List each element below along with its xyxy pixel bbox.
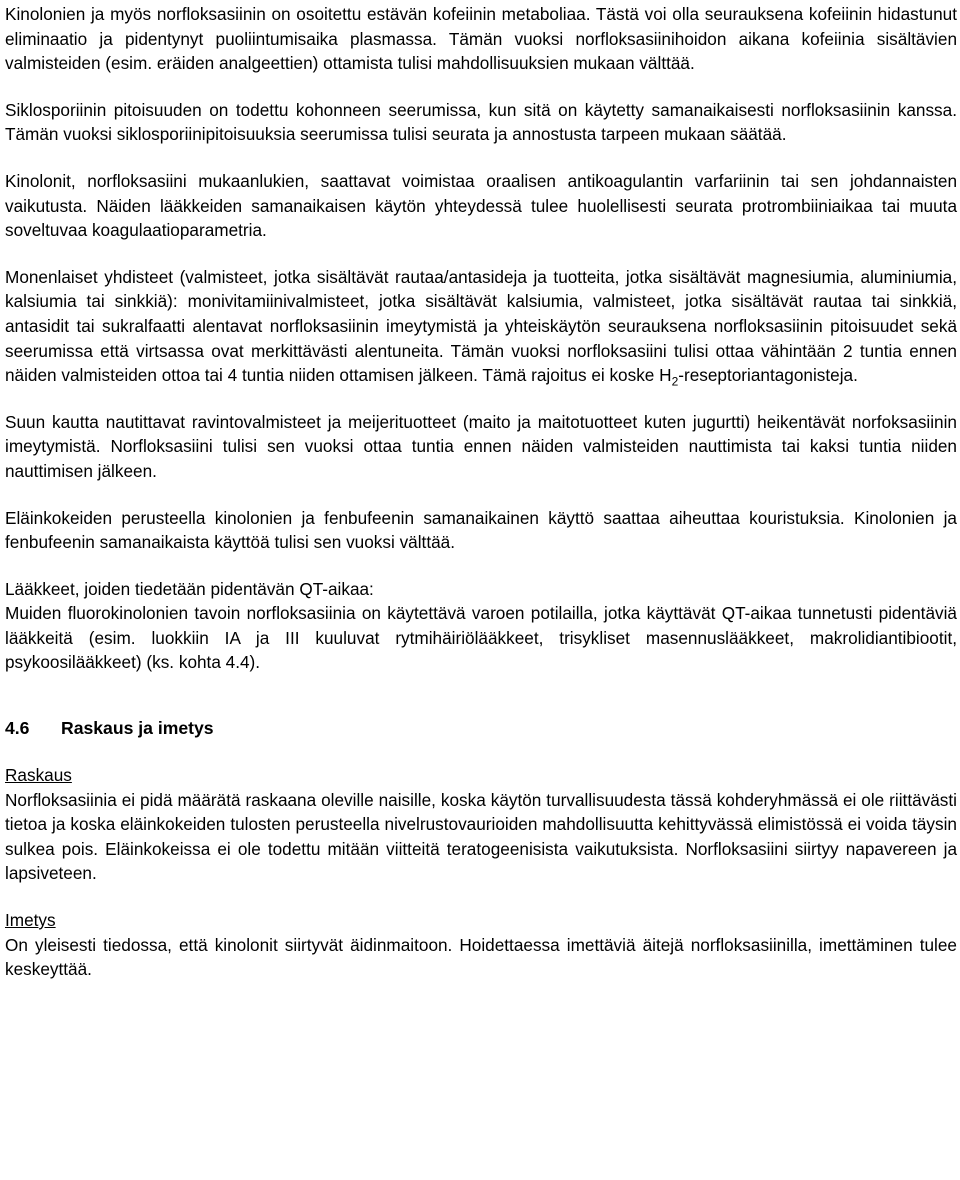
section-number: 4.6: [5, 718, 30, 739]
paragraph-qt-label: Lääkkeet, joiden tiedetään pidentävän QT-aikaa:: [5, 578, 374, 599]
paragraph-cyclosporine: Siklosporiinin pitoisuuden on todettu kohonneen seerumissa, kun sitä on käytetty samanaikaisesti norfloksasiinin kanssa. Tämän vuoksi siklosporiinipitoisuuksia seerumissa tulisi seurata ja annostusta tarpeen mukaan säätää.: [5, 99, 957, 145]
pregnancy-text: Norfloksasiinia ei pidä määrätä raskaana oleville naisille, koska käytön turvallisuudesta tässä kohderyhmässä ei ole riittävästi tietoa ja koska eläinkokeiden tulosten perusteella nivelrustovaurioiden mahdollisuutta kehittyvässä elimistössä ei voida täysin sulkea pois. Eläinkokeissa ei ole todettu mitään viitteitä teratogeenisista vaikutuksista. Norfloksasiini siirtyy napavereen ja lapsiveteen.: [5, 789, 957, 884]
h2-subscript: 2: [671, 374, 679, 389]
pregnancy-subheading: Raskaus: [5, 765, 72, 786]
paragraph-dairy-products: Suun kautta nautittavat ravintovalmisteet ja meijerituotteet (maito ja maitotuotteet kuten jugurtti) heikentävät norfoksasiinin imeytymistä. Norfloksasiini tulisi sen vuoksi ottaa tuntia ennen näiden valmisteiden nauttimista tai kaksi tuntia niiden nauttimisen jälkeen.: [5, 411, 957, 481]
section-title: Raskaus ja imetys: [61, 718, 214, 739]
paragraph-fenbufen: Eläinkokeiden perusteella kinolonien ja fenbufeenin samanaikainen käyttö saattaa aiheuttaa kouristuksia. Kinolonien ja fenbufeenin samanaikaista käyttöä tulisi sen vuoksi välttää.: [5, 507, 957, 553]
section-heading: [5, 715, 957, 741]
document-page: [5, 2, 957, 1004]
paragraph-qt-prolongation: Muiden fluorokinolonien tavoin norfloksasiinia on käytettävä varoen potilailla, jotka käyttävät QT-aikaa tunnetusti pidentäviä lääkkeitä (esim. luokkiin IA ja III kuuluvat rytmihäiriölääkkeet, trisykliset masennuslääkkeet, makrolidiantibiootit, psykoosilääkkeet) (ks. kohta 4.4).: [5, 603, 957, 673]
lactation-text: On yleisesti tiedossa, että kinolonit siirtyvät äidinmaitoon. Hoidettaessa imettäviä äitejä norfloksasiinilla, imettäminen tulee keskeyttää.: [5, 934, 957, 980]
pregnancy-block: [5, 763, 957, 886]
lactation-subheading: Imetys: [5, 910, 56, 931]
paragraph-anticoagulants: Kinolonit, norfloksasiini mukaanlukien, saattavat voimistaa oraalisen antikoagulantin varfariinin tai sen johdannaisten vaikutusta. Näiden lääkkeiden samanaikaisen käytön yhteydessä tulee huolellisesti seurata protrombiiniaikaa tai muuta soveltuvaa koagulaatioparametria.: [5, 170, 957, 241]
paragraph-multivalent-cations: [5, 265, 957, 388]
cations-text: Monenlaiset yhdisteet (valmisteet, jotka sisältävät rautaa/antasideja ja tuotteita, jotka sisältävät magnesiumia, aluminiumia, kalsiumia tai sinkkiä): monivitamiinivalmisteet, jotka sisältävät kalsiumia, valmisteet, jotka sisältävät rautaa tai sinkkiä, antasidit tai sukralfaatti alentavat norfloksasiinin imeytymistä ja yhteiskäytön seurauksena norfloksasiinin pitoisuudet sekä seerumissa että virtsassa ovat merkittävästi alentuneita. Tämän vuoksi norfloksasiini tulisi ottaa vähintään 2 tuntia ennen näiden valmisteiden ottoa tai 4 tuntia niiden ottamisen jälkeen. Tämä rajoitus ei koske H: [5, 266, 957, 386]
cations-text-end: -reseptoriantagonisteja.: [678, 365, 858, 386]
paragraph-caffeine: Kinolonien ja myös norfloksasiinin on osoitettu estävän kofeiinin metaboliaa. Tästä voi olla seurauksena kofeiinin hidastunut eliminaatio ja pidentynyt puoliintumisaika plasmassa. Tämän vuoksi norfloksasiinihoidon aikana kofeiinia sisältävien valmisteiden (esim. eräiden analgeettien) ottamista tulisi mahdollisuuksien mukaan välttää.: [5, 4, 957, 74]
lactation-block: [5, 908, 957, 982]
